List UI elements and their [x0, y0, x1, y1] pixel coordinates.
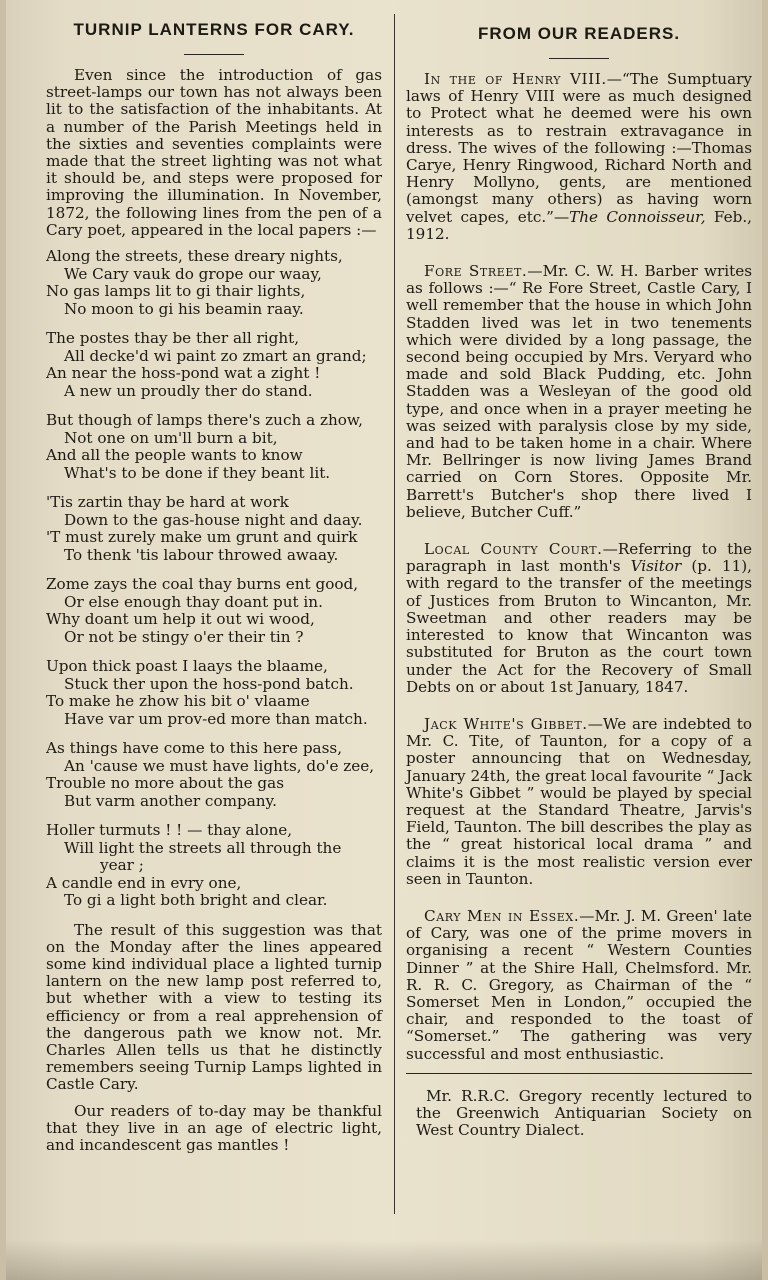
verse-line: Along the streets, these dreary nights,: [46, 247, 343, 266]
column-divider: [394, 14, 395, 1214]
verse-line: Holler turmuts ! ! — thay alone,: [46, 821, 293, 840]
verse-line: What's to be done if they beant lit.: [64, 463, 331, 482]
verse-line: As things have come to this here pass,: [46, 739, 343, 758]
heading-rule: [549, 58, 609, 59]
section-heading-from-our-readers: FROM OUR READERS.: [477, 24, 681, 43]
letter-source: —The Connoisseur,: [553, 207, 706, 226]
poem-stanza: [46, 740, 382, 810]
reader-letter: [406, 908, 752, 1063]
verse-line: Zome zays the coal thay burns ent good,: [46, 575, 359, 594]
verse-line: A new un proudly ther do stand.: [64, 381, 313, 400]
poem-stanza: [46, 658, 382, 728]
verse-line: And all the people wants to know: [46, 446, 303, 465]
poem-stanza: [46, 822, 382, 910]
poem-stanza: [46, 330, 382, 400]
letter-title: Fore Street.: [424, 262, 528, 281]
section-rule: [406, 1073, 752, 1074]
verse-line: Will light the streets all through the: [64, 838, 342, 857]
verse-line: All decke'd wi paint zo zmart an grand;: [64, 346, 367, 365]
verse-line: No moon to gi his beamin raay.: [64, 299, 304, 318]
result-paragraph: The result of this suggestion was that on the Monday after the lines appeared some kind individual place a lighted turnip lantern on the new lamp post referred to, but whether with a view to testing its efficiency or from a real apprehension of the dangerous path we know not. Mr. Charles Allen tells us that he distinctly remembers seeing Turnip Lamps lighted in Castle Cary.: [46, 920, 382, 1094]
poem-stanza: [46, 248, 382, 318]
reader-letter: [406, 71, 752, 243]
verse-line: Or not be stingy o'er their tin ?: [64, 627, 304, 646]
visitor-title: Visitor: [630, 557, 682, 576]
verse-line: An near the hoss-pond wat a zight !: [46, 364, 321, 383]
letter-body: (p. 11), with regard to the transfer of the meetings of Justices from Bruton to Wincanton, Mr. Sweetman and other readers may be interested to know that Wincanton was substituted for Bruton as the court town under the Act for the Recovery of Small Debts on or about 1st January, 1847.: [406, 557, 752, 696]
verse-line: But though of lamps there's zuch a zhow,: [46, 411, 363, 430]
page-edge-shadow: [6, 1240, 762, 1280]
letter-body: —Mr. J. M. Green' late of Cary, was one of the prime movers in organising a recent “ Western Counties Dinner ” at the Shire Hall, Chelmsford. Mr. R. R. C. Gregory, as Chairman of the “ Somerset Men in London,” occupied the chair, and responded to the toast of “Somerset.” The gathering was very successful and most enthusiastic.: [406, 906, 752, 1063]
letter-title: In the of Henry VIII.: [424, 70, 607, 88]
letter-date: Feb., 1912.: [406, 207, 752, 243]
closing-paragraph: Our readers of to-day may be thankful that they live in an age of electric light, and incandescent gas mantles !: [46, 1101, 382, 1154]
verse-line: A candle end in evry one,: [46, 873, 242, 892]
letter-body: —We are indebted to Mr. C. Tite, of Taunton, for a copy of a poster announcing that on Wednesday, January 24th, the great local favourite “ Jack White's Gibbet ” would be played by special request at the Standard Theatre, Jarvis's Field, Taunton. The bill describes the play as the “ great historical local drama ” and claims it is the most realistic version ever seen in Taunton.: [406, 714, 752, 888]
verse-line: An 'cause we must have lights, do'e zee,: [64, 756, 375, 775]
reader-letter: [406, 263, 752, 521]
verse-line: Or else enough thay doant put in.: [64, 592, 323, 611]
letter-body: —Mr. C. W. H. Barber writes as follows :—“ Re Fore Street, Castle Cary, I well remember that the house in which John Stadden lived was let in two tenements which were divided by a long passage, the second being occupied by Mrs. Veryard who made and sold Black Pudding, etc. John Stadden was a Wesleyan of the good old type, and once when in a prayer meeting he was seized with paralysis close by my side, and had to be taken home in a chair. Where Mr. Bellringer is now living James Brand carried on Corn Stores. Opposite Mr. Barrett's Butcher's shop there lived I believe, Butcher Cuff.”: [406, 262, 752, 521]
poem-stanza: [46, 494, 382, 564]
verse-line: 'Tis zartin thay be hard at work: [46, 493, 289, 512]
verse-line: Stuck ther upon the hoss-pond batch.: [64, 674, 354, 693]
reader-letter: [406, 541, 752, 696]
left-column: [46, 14, 382, 1220]
magazine-page: [6, 0, 762, 1280]
verse-line: 'T must zurely make um grunt and quirk: [46, 528, 358, 547]
letter-title: Jack White's Gibbet.: [424, 714, 588, 733]
verse-line: To make he zhow his bit o' vlaame: [46, 692, 310, 711]
letter-title: Local County Court.: [424, 540, 603, 559]
verse-line: To gi a light both bright and clear.: [64, 891, 328, 910]
letter-title: Cary Men in Essex.: [424, 906, 580, 925]
intro-paragraph: Even since the introduction of gas street-lamps our town has not always been lit to the satisfaction of the inhabitants. At a number of the Parish Meetings held in the sixties and seventies complaints were made that the street lighting was not what it should be, and steps were proposed for improving the illumination. In November, 1872, the following lines from the pen of a Cary poet, appeared in the local papers :—: [46, 66, 382, 239]
letter-body: —“The Sumptuary laws of Henry VIII were as much designed to Protect what he deemed were his own interests as to restrain extravagance in dress. The wives of the following :—Thomas Carye, Henry Ringwood, Richard North and Henry Mollyno, gents, are mentioned (amongst many others) as having worn velvet capes, etc.”: [406, 70, 752, 226]
verse-line: Upon thick poast I laays the blaame,: [46, 657, 328, 676]
verse-line: But varm another company.: [64, 791, 277, 810]
footnote: Mr. R.R.C. Gregory recently lectured to the Greenwich Antiquarian Society on West Country Dialect.: [416, 1086, 752, 1140]
verse-line: Trouble no more about the gas: [46, 774, 284, 793]
verse-line: year ;: [100, 856, 144, 875]
verse-line: No gas lamps lit to gi thair lights,: [46, 282, 306, 301]
right-column: [406, 14, 752, 1220]
letter-body: —Referring to the paragraph in last month's: [406, 540, 752, 576]
verse-line: To thenk 'tis labour throwed awaay.: [64, 545, 339, 564]
verse-line: Have var um prov-ed more than match.: [64, 709, 368, 728]
reader-letter: [406, 716, 752, 888]
verse-line: Down to the gas-house night and daay.: [64, 510, 363, 529]
verse-line: Not one on um'll burn a bit,: [64, 428, 278, 447]
poem-stanza: [46, 576, 382, 646]
verse-line: We Cary vauk do grope our waay,: [64, 264, 322, 283]
verse-line: Why doant um help it out wi wood,: [46, 610, 315, 629]
article-heading-turnip-lanterns: TURNIP LANTERNS FOR CARY.: [73, 20, 355, 39]
verse-line: The postes thay be ther all right,: [46, 329, 300, 348]
heading-rule: [184, 54, 244, 55]
poem-stanza: [46, 412, 382, 482]
